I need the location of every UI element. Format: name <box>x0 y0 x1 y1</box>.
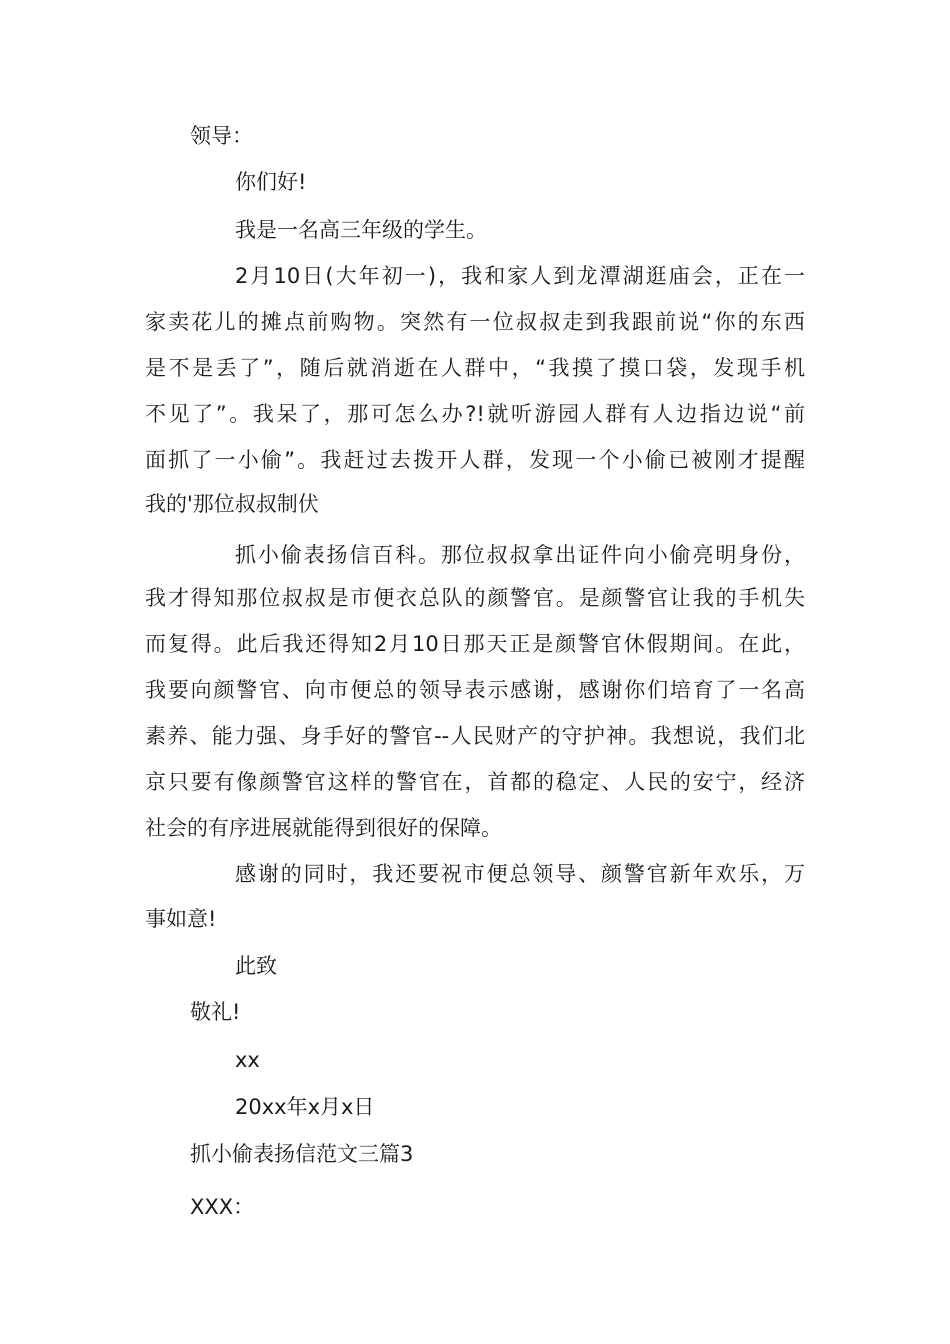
intro-line: 我是一名高三年级的学生。 <box>235 218 487 242</box>
regards-line: 敬礼! <box>190 1000 241 1024</box>
paragraph-1-line-1: 2月10日(大年初一)，我和家人到龙潭湖逛庙会，正在一 <box>235 264 805 288</box>
section-title: 抓小偷表扬信范文三篇3 <box>190 1142 414 1166</box>
greeting: 你们好! <box>235 170 307 194</box>
paragraph-3-line-1: 感谢的同时，我还要祝市便总领导、颜警官新年欢乐，万 <box>235 862 805 886</box>
salutation: 领导： <box>190 124 253 148</box>
paragraph-2-line-4: 我要向颜警官、向市便总的领导表示感谢，感谢你们培育了一名高 <box>145 678 805 702</box>
paragraph-1-line-5: 面抓了一小偷”。我赶过去拨开人群，发现一个小偷已被刚才提醒 <box>145 448 805 472</box>
paragraph-1-line-6: 我的'那位叔叔制伏 <box>145 492 319 516</box>
next-salutation: XXX： <box>190 1195 255 1219</box>
closing-line: 此致 <box>235 954 277 978</box>
paragraph-2-line-5: 素养、能力强、身手好的警官--人民财产的守护神。我想说，我们北 <box>145 724 805 748</box>
paragraph-1-line-2: 家卖花儿的摊点前购物。突然有一位叔叔走到我跟前说“你的东西 <box>145 310 805 334</box>
paragraph-2-line-1: 抓小偷表扬信百科。那位叔叔拿出证件向小偷亮明身份， <box>235 543 805 567</box>
signature-name: xx <box>235 1048 260 1072</box>
paragraph-1-line-3: 是不是丢了”，随后就消逝在人群中，“我摸了摸口袋，发现手机 <box>145 356 805 380</box>
paragraph-2-line-7: 社会的有序进展就能得到很好的保障。 <box>145 816 502 840</box>
paragraph-1-line-4: 不见了”。我呆了，那可怎么办?!就听游园人群有人边指边说“前 <box>145 402 805 426</box>
signature-date: 20xx年x月x日 <box>235 1095 375 1119</box>
paragraph-2-line-3: 而复得。此后我还得知2月10日那天正是颜警官休假期间。在此， <box>145 632 805 656</box>
paragraph-2-line-6: 京只要有像颜警官这样的警官在，首都的稳定、人民的安宁，经济 <box>145 770 805 794</box>
paragraph-2-line-2: 我才得知那位叔叔是市便衣总队的颜警官。是颜警官让我的手机失 <box>145 586 805 610</box>
paragraph-3-line-2: 事如意! <box>145 907 217 931</box>
